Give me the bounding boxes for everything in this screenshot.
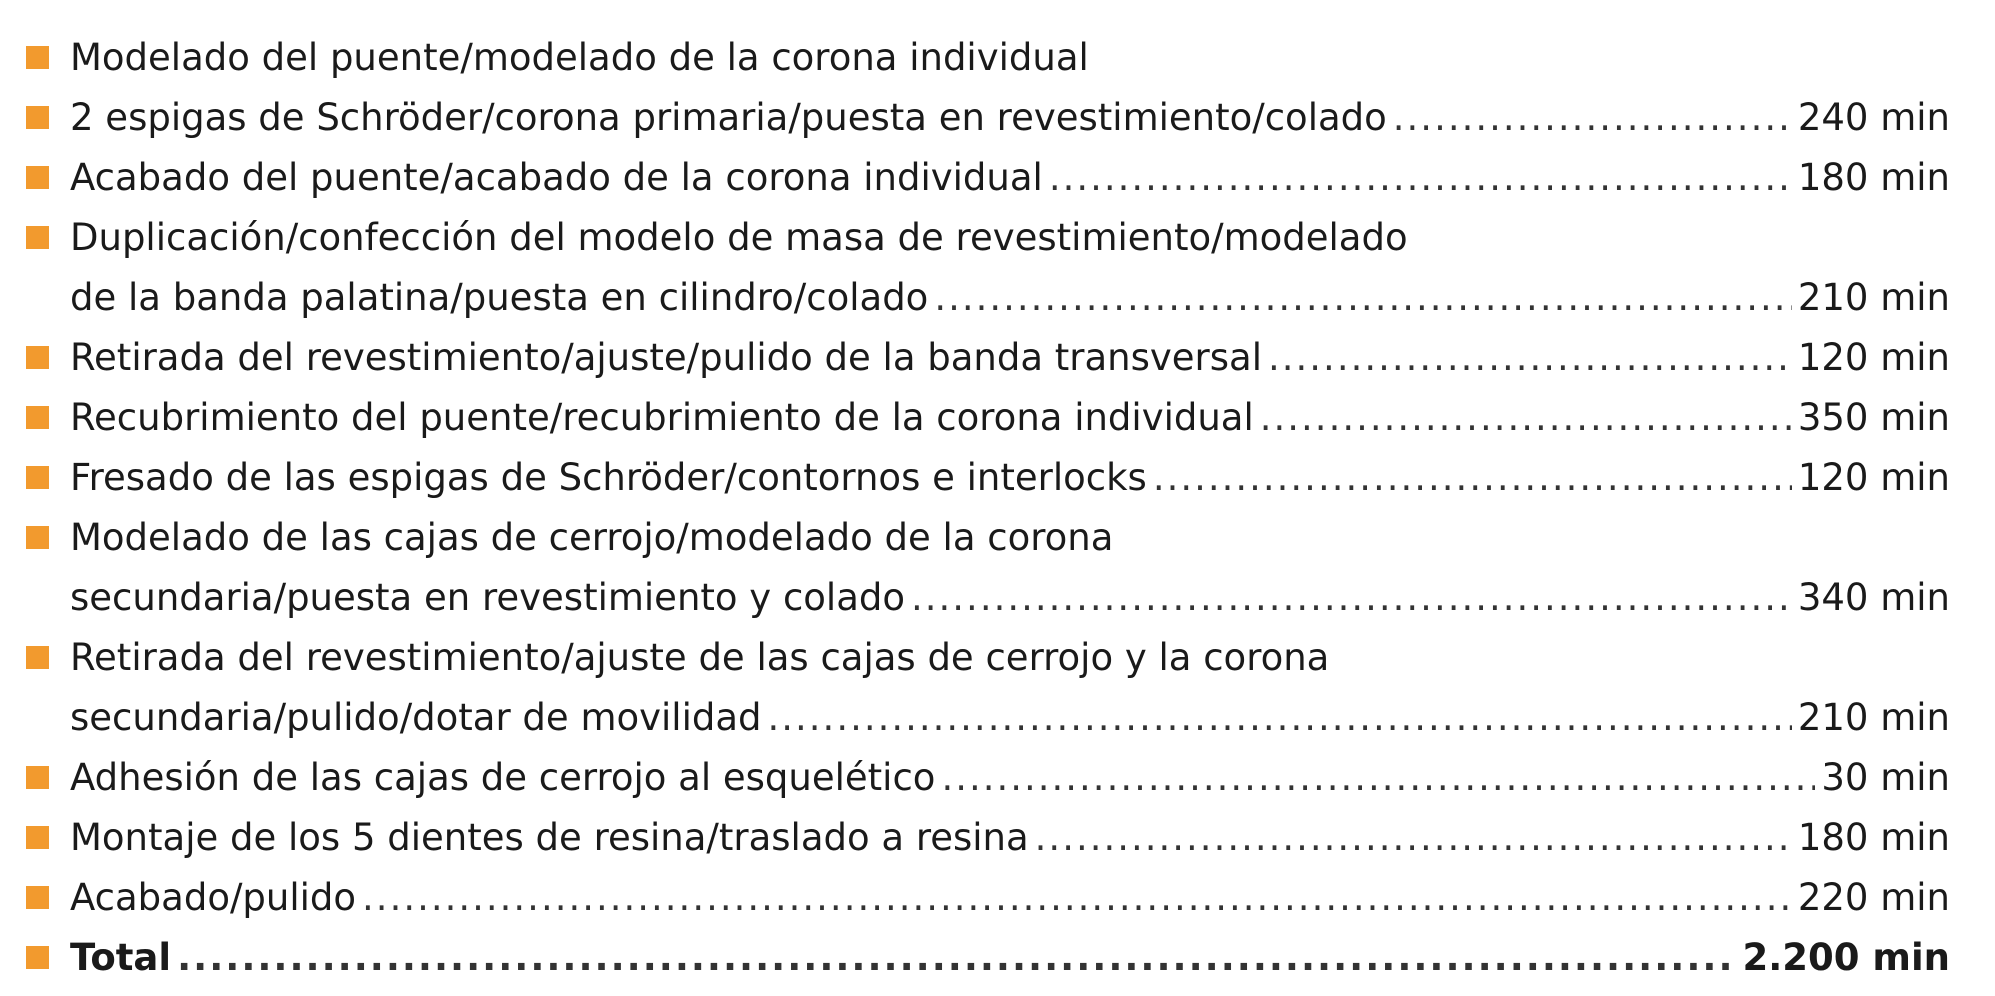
- dot-leader: [1260, 396, 1792, 439]
- item-time: 120 min: [1797, 456, 1950, 499]
- item-time: 30 min: [1821, 756, 1950, 799]
- orange-square-bullet-icon: [26, 106, 49, 129]
- item-text: Montaje de los 5 dientes de resina/traslado a resina: [70, 816, 1029, 859]
- item-line: [70, 696, 1950, 739]
- list-item: [20, 216, 1950, 319]
- item-time: 210 min: [1797, 696, 1950, 739]
- orange-square-bullet-icon: [26, 826, 49, 849]
- list-item: [20, 516, 1950, 619]
- item-time: 350 min: [1797, 396, 1950, 439]
- dot-leader: [768, 696, 1792, 739]
- item-text: Duplicación/confección del modelo de masa de revestimiento/modelado: [70, 216, 1408, 259]
- orange-square-bullet-icon: [26, 766, 49, 789]
- orange-square-bullet-icon: [26, 886, 49, 909]
- item-time: 220 min: [1797, 876, 1950, 919]
- dot-leader: [941, 756, 1815, 799]
- dot-leader: [1049, 156, 1792, 199]
- list-item: [20, 876, 1950, 919]
- list-item: [20, 96, 1950, 139]
- item-text: Acabado/pulido: [70, 876, 357, 919]
- item-text: Retirada del revestimiento/ajuste/pulido de la banda transversal: [70, 336, 1263, 379]
- orange-square-bullet-icon: [26, 946, 49, 969]
- list-item: [20, 396, 1950, 439]
- item-text: Fresado de las espigas de Schröder/contornos e interlocks: [70, 456, 1147, 499]
- total-row: [20, 936, 1950, 979]
- item-time: 120 min: [1797, 336, 1950, 379]
- dot-leader: [1153, 456, 1792, 499]
- item-text: 2 espigas de Schröder/corona primaria/puesta en revestimiento/colado: [70, 96, 1387, 139]
- item-line: [70, 756, 1950, 799]
- item-text: secundaria/puesta en revestimiento y colado: [70, 576, 906, 619]
- item-text: Recubrimiento del puente/recubrimiento de la corona individual: [70, 396, 1254, 439]
- dot-leader: [362, 876, 1792, 919]
- list-item: [20, 36, 1950, 79]
- item-line: [70, 96, 1950, 139]
- item-time: 340 min: [1797, 576, 1950, 619]
- total-line: [70, 936, 1950, 979]
- dot-leader: [1268, 336, 1792, 379]
- dot-leader: [1035, 816, 1792, 859]
- total-label: Total: [70, 936, 172, 979]
- item-text: Modelado del puente/modelado de la corona individual: [70, 36, 1089, 79]
- dot-leader: [911, 576, 1792, 619]
- total-time: 2.200 min: [1742, 936, 1950, 979]
- item-line: [70, 576, 1950, 619]
- list-item: [20, 456, 1950, 499]
- item-text: Modelado de las cajas de cerrojo/modelado de la corona: [70, 516, 1114, 559]
- item-line: [70, 816, 1950, 859]
- orange-square-bullet-icon: [26, 406, 49, 429]
- time-list: [20, 36, 1950, 996]
- list-item: [20, 756, 1950, 799]
- item-line: [70, 276, 1950, 319]
- item-line: [70, 456, 1950, 499]
- item-time: 180 min: [1797, 156, 1950, 199]
- item-line: [70, 36, 1950, 79]
- item-line: [70, 636, 1950, 679]
- dot-leader: [177, 936, 1736, 979]
- orange-square-bullet-icon: [26, 346, 49, 369]
- orange-square-bullet-icon: [26, 46, 49, 69]
- item-line: [70, 396, 1950, 439]
- item-time: 210 min: [1797, 276, 1950, 319]
- item-time: 180 min: [1797, 816, 1950, 859]
- dot-leader: [1393, 96, 1792, 139]
- orange-square-bullet-icon: [26, 226, 49, 249]
- item-text: de la banda palatina/puesta en cilindro/colado: [70, 276, 929, 319]
- orange-square-bullet-icon: [26, 166, 49, 189]
- item-text: Acabado del puente/acabado de la corona individual: [70, 156, 1043, 199]
- dot-leader: [934, 276, 1792, 319]
- item-time: 240 min: [1797, 96, 1950, 139]
- orange-square-bullet-icon: [26, 526, 49, 549]
- item-text: Retirada del revestimiento/ajuste de las cajas de cerrojo y la corona: [70, 636, 1330, 679]
- list-item: [20, 156, 1950, 199]
- list-item: [20, 636, 1950, 739]
- item-text: secundaria/pulido/dotar de movilidad: [70, 696, 762, 739]
- item-line: [70, 516, 1950, 559]
- item-line: [70, 876, 1950, 919]
- orange-square-bullet-icon: [26, 646, 49, 669]
- orange-square-bullet-icon: [26, 466, 49, 489]
- list-item: [20, 816, 1950, 859]
- item-line: [70, 156, 1950, 199]
- item-line: [70, 336, 1950, 379]
- item-text: Adhesión de las cajas de cerrojo al esquelético: [70, 756, 936, 799]
- item-line: [70, 216, 1950, 259]
- list-item: [20, 336, 1950, 379]
